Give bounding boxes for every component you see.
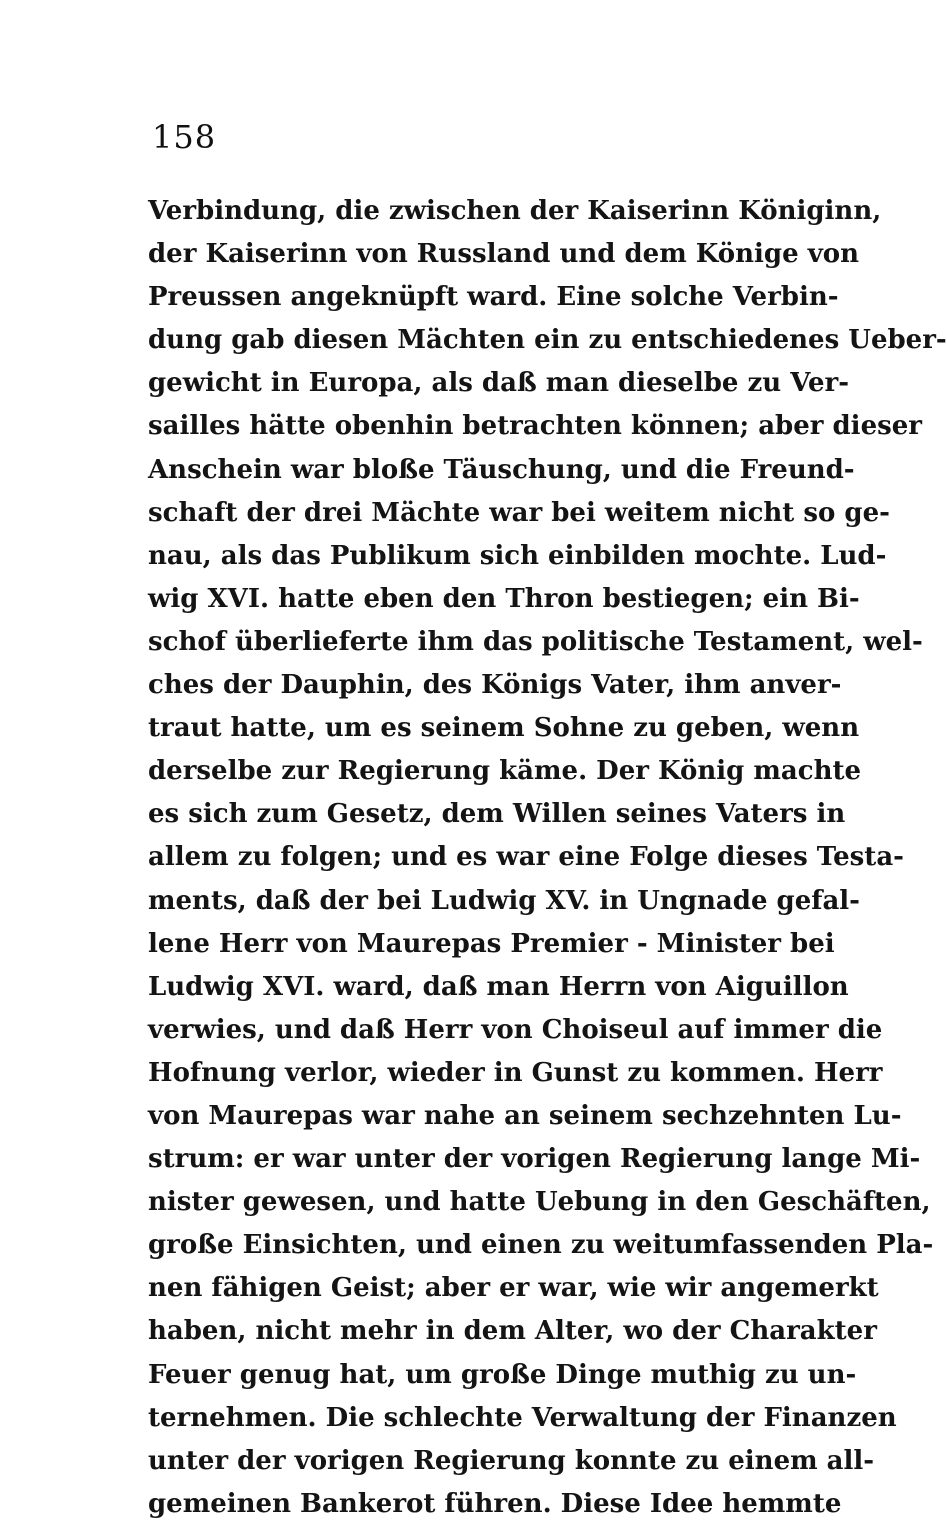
text-line: traut hatte, um es seinem Sohne zu geben, wenn — [148, 713, 860, 744]
text-line: derselbe zur Regierung käme. Der König machte — [148, 756, 862, 787]
text-line: strum: er war unter der vorigen Regierung lange Mi- — [148, 1144, 921, 1175]
text-line: unter der vorigen Regierung konnte zu einem all- — [148, 1445, 875, 1476]
text-line: ches der Dauphin, des Königs Vater, ihm anver- — [148, 670, 842, 701]
text-line: der Kaiserinn von Russland und dem Könige von — [148, 239, 860, 270]
text-line: Preussen angeknüpft ward. Eine solche Verbin- — [148, 282, 839, 313]
text-line: Feuer genug hat, um große Dinge muthig zu un- — [148, 1359, 857, 1390]
text-line: nen fähigen Geist; aber er war, wie wir angemerkt — [148, 1273, 879, 1304]
text-line: allem zu folgen; und es war eine Folge dieses Testa- — [148, 842, 904, 873]
text-line: ments, daß der bei Ludwig XV. in Ungnade gefal- — [148, 885, 860, 916]
text-line: gemeinen Bankerot führen. Diese Idee hemmte — [148, 1488, 842, 1519]
text-line: nau, als das Publikum sich einbilden mochte. Lud- — [148, 540, 887, 571]
text-line: Verbindung, die zwischen der Kaiserinn Königinn, — [148, 196, 882, 226]
text-line: Ludwig XVI. ward, daß man Herrn von Aiguillon — [148, 971, 849, 1002]
text-line: dung gab diesen Mächten ein zu entschiedenes Ueber- — [148, 325, 947, 356]
text-line: sailles hätte obenhin betrachten können; aber dieser — [148, 411, 922, 442]
text-line: von Maurepas war nahe an seinem sechzehnten Lu- — [148, 1100, 902, 1131]
text-line: schof überlieferte ihm das politische Testament, wel- — [148, 626, 923, 657]
text-line: ternehmen. Die schlechte Verwaltung der Finanzen — [148, 1402, 897, 1433]
text-line: verwies, und daß Herr von Choiseul auf immer die — [148, 1014, 883, 1045]
text-line: Hofnung verlor, wieder in Gunst zu kommen. Herr — [148, 1057, 883, 1088]
text-line: gewicht in Europa, als daß man dieselbe zu Ver- — [148, 368, 850, 399]
text-line: nister gewesen, und hatte Uebung in den Geschäften, — [148, 1187, 931, 1218]
text-line: es sich zum Gesetz, dem Willen seines Vaters in — [148, 799, 846, 830]
text-line: Anschein war bloße Täuschung, und die Freund- — [148, 454, 855, 485]
text-line: schaft der drei Mächte war bei weitem nicht so ge- — [148, 497, 890, 528]
text-line: große Einsichten, und einen zu weitumfassenden Pla- — [148, 1230, 934, 1261]
text-line: lene Herr von Maurepas Premier - Minister bei — [148, 928, 835, 959]
page-number: 158 — [152, 118, 217, 156]
text-line: wig XVI. hatte eben den Thron bestiegen; ein Bi- — [148, 583, 860, 614]
body-text — [148, 190, 947, 1526]
text-line: haben, nicht mehr in dem Alter, wo der Charakter — [148, 1316, 877, 1347]
